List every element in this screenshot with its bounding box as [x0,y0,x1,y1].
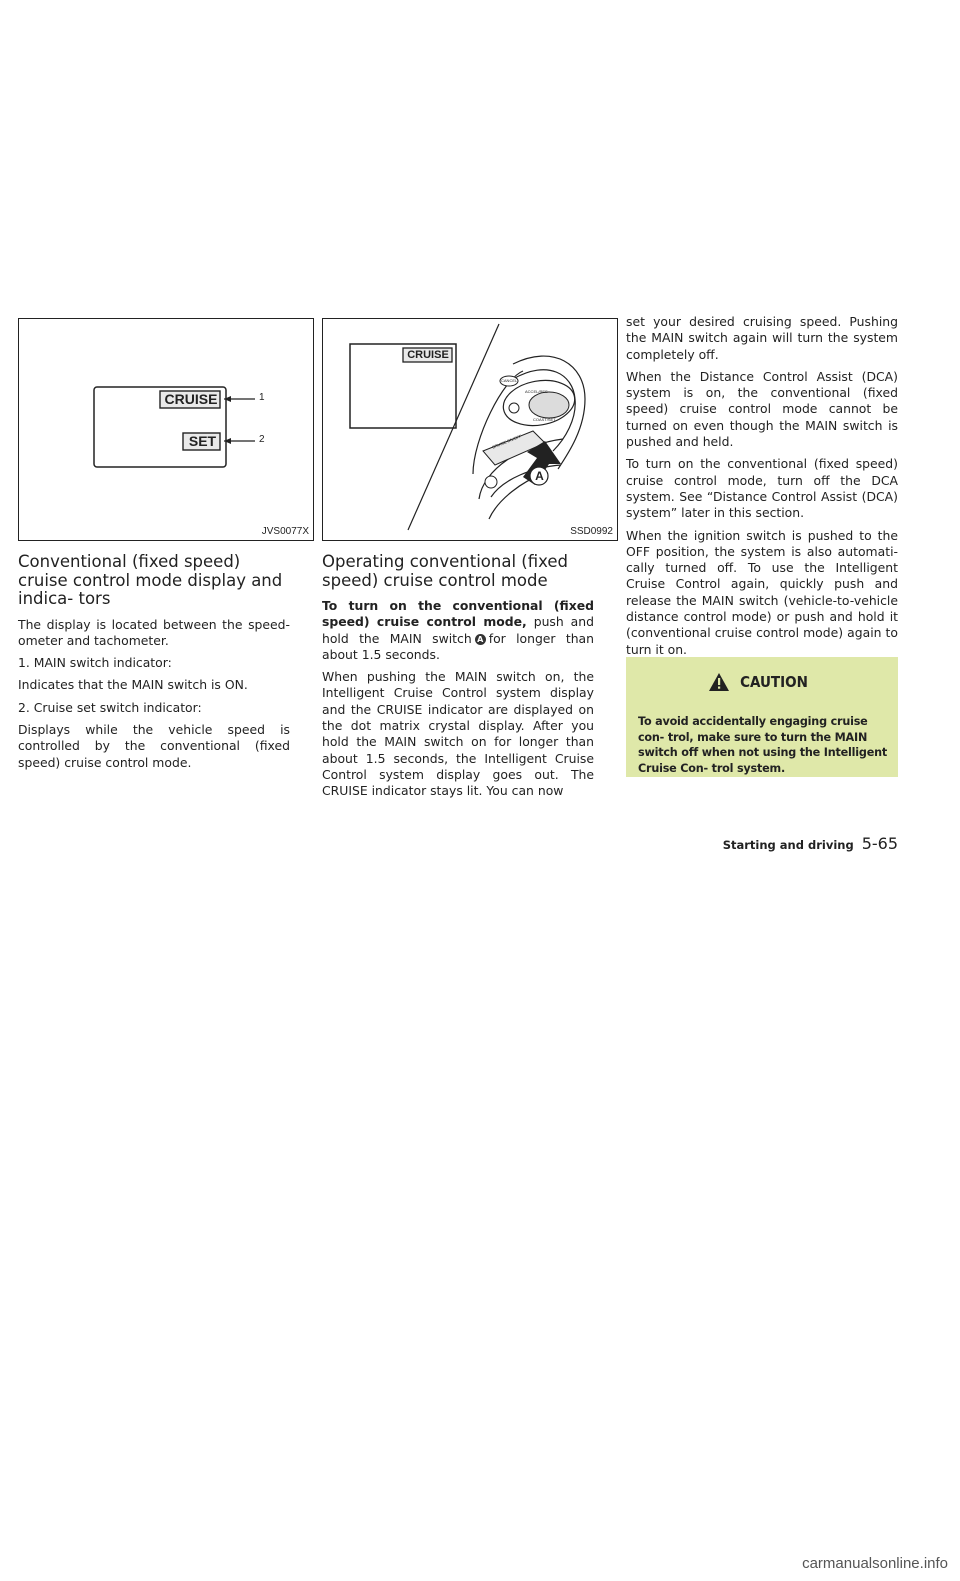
caution-box [626,657,898,777]
paragraph: When the Distance Control Assist (DCA) system is on, the conventional (fixed speed) cruise control mode cannot be turned on even though the MAIN switch is pushed and held. [626,368,898,450]
cruise-onoff-label: CRUISE ON/OFF [491,433,523,450]
footer-section-title: Starting and driving [722,838,854,852]
section-intro: The display is located between the speed- ometer and tachometer. [18,616,290,648]
coast-switch-label: COAST/SET [533,417,556,422]
page-number: 5-65 [861,834,898,853]
figure-cruise-indicators [18,318,314,541]
watermark: carmanualsonline.info [802,1555,948,1572]
paragraph: When pushing the MAIN switch on, the Intelligent Cruise Control system display and the CRUISE indicator are displayed on the dot matrix crystal display. After you hold the MAIN switch on for longer than about 1.5 seconds, the Intelligent Cruise Control system display goes out. The CRUISE indicator stays lit. You can now [322,669,594,799]
list-item-desc: Indicates that the MAIN switch is ON. [18,677,248,693]
list-item-label: 1. MAIN switch indicator: [18,655,172,671]
callout-a: A [535,469,544,483]
paragraph: set your desired cruising speed. Pushing the MAIN switch again will turn the system completely off. [626,314,898,362]
callout-2: 2 [259,434,265,445]
column-middle [322,553,594,806]
caution-title: CAUTION [740,673,808,691]
text-run: for longer than about 1.5 seconds. [322,630,595,662]
cruise-indicator-label: CRUISE [164,391,218,407]
list-item-label: 2. Cruise set switch indicator: [18,699,202,715]
section-heading: Conventional (fixed speed) cruise control mode display and indica- tors [18,552,283,608]
list-item [18,700,290,771]
paragraph: When the ignition switch is pushed to the OFF position, the system is also automati- cally turned off. To use the Intelligent Cruise Control again, quickly push and release the MAIN switch (vehicle-to-vehicle distance control mode) or push and hold it (conventional cruise control mode) again to turn it on. [626,527,898,657]
column-right [626,314,898,664]
cancel-switch-label: CANCEL [501,378,518,383]
caution-text: To avoid accidentally engaging cruise con- trol, make sure to turn the MAIN switch off when not using the Intelligent Cruise Con- trol system. [638,715,888,775]
text-run: push and hold the MAIN switch [322,614,594,646]
figure-code: SSD0992 [570,526,613,537]
cruise-display-label: CRUISE [407,349,449,361]
paragraph [322,598,594,663]
figure-code: JVS0077X [261,526,309,537]
paragraph: To turn on the conventional (fixed speed) cruise control mode, turn off the DCA system. See “Distance Control Assist (DCA) system” later in this section. [626,456,898,521]
page-footer [723,834,898,853]
accel-switch-label: ACCEL/RES [525,389,548,394]
set-indicator-label: SET [188,433,217,449]
list-item [18,655,290,694]
section-heading: Operating conventional (fixed speed) cruise control mode [322,552,568,590]
list-item-desc: Displays while the vehicle speed is controlled by the conventional (fixed speed) cruise control mode. [18,721,290,770]
callout-1: 1 [259,392,265,403]
figure-steering-switch [322,318,618,541]
bold-lead: To turn on the conventional (fixed speed) cruise control mode, [322,598,594,630]
column-left [18,553,290,777]
callout-a-marker: A [475,634,486,645]
cruise-display-illustration [19,319,313,540]
steering-switch-illustration [323,319,617,540]
